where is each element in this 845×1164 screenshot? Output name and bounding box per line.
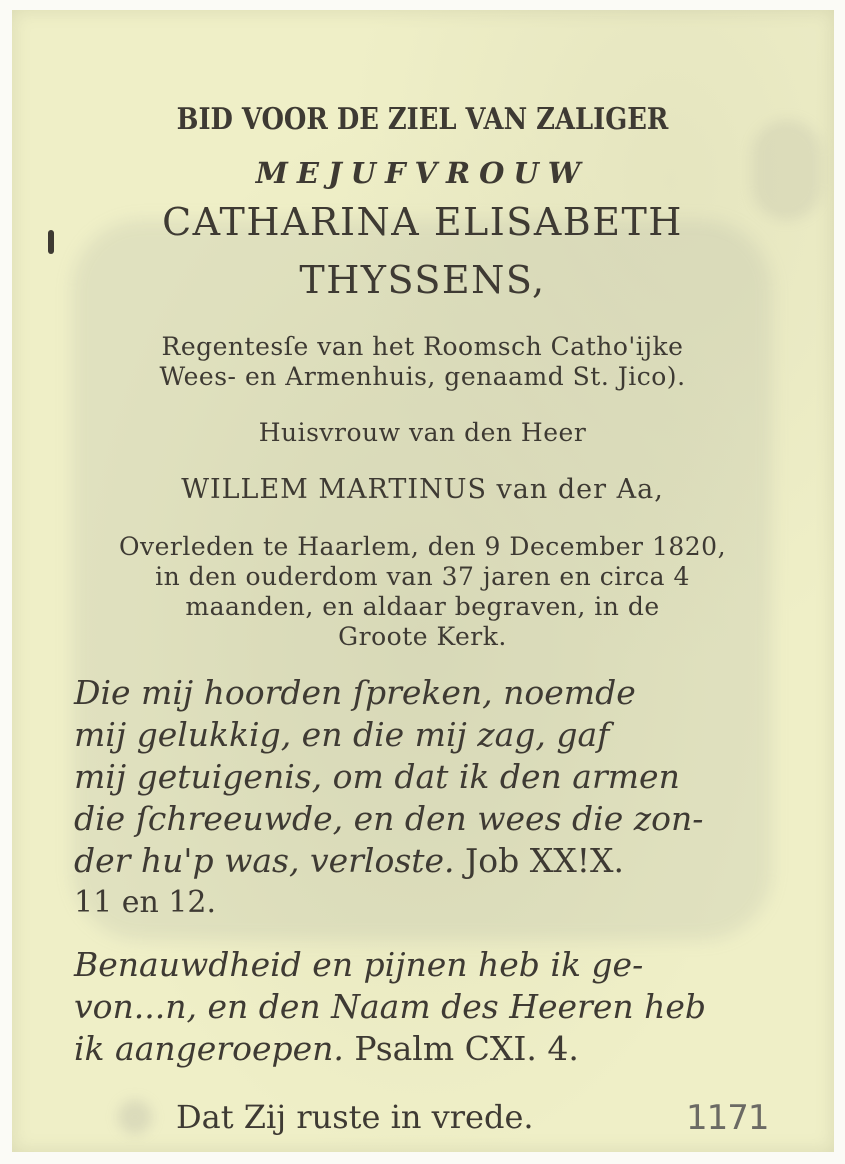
inventory-number: 1171 xyxy=(686,1098,769,1138)
deceased-name-line-1: CATHARINA ELISABETH xyxy=(162,200,683,244)
verse-2-reference: Psalm CXI. 4. xyxy=(354,1029,579,1068)
spouse-intro: Huisvrouw van den Heer xyxy=(258,418,587,447)
card-title: MEJUFVROUW xyxy=(255,156,590,190)
verse-1-line-5-text: der hu'p was, verloste. xyxy=(74,841,455,880)
spouse-name: WILLEM MARTINUS van der Aa, xyxy=(181,474,664,505)
verse-1-line-4: die ſchreeuwde, en den wees die zon- xyxy=(74,799,704,838)
verse-1-line-5 xyxy=(74,840,754,882)
closing-prayer: Dat Zij ruste in vrede. xyxy=(176,1098,534,1136)
card-heading: BID VOOR DE ZIEL VAN ZALIGER xyxy=(176,102,669,137)
verse-2-line-3 xyxy=(74,1028,754,1070)
deceased-name-line-2: THYSSENS, xyxy=(299,258,546,302)
paper-stain xyxy=(118,1100,152,1134)
verse-1-line-3: mij getuigenis, om dat ik den armen xyxy=(74,757,680,796)
death-line-3: maanden, en aldaar begraven, in de xyxy=(185,592,660,621)
role-line-2: Wees- en Armenhuis, genaamd St. Jico). xyxy=(159,362,686,391)
death-line-1: Overleden te Haarlem, den 9 December 1820, xyxy=(118,532,727,561)
verse-1-line-2: mij gelukkig, en die mij zag, gaf xyxy=(74,715,610,754)
verse-1-line-1: Die mij hoorden ſpreken, noemde xyxy=(74,673,636,712)
death-line-2: in den ouderdom van 37 jaren en circa 4 xyxy=(155,562,690,591)
verse-1-line-6: 11 en 12. xyxy=(74,885,217,920)
verse-2-line-3-text: ik aangeroepen. xyxy=(74,1029,344,1068)
verse-2-line-2: von...n, en den Naam des Heeren heb xyxy=(74,987,707,1026)
verse-2-line-1: Benauwdheid en pijnen heb ik ge- xyxy=(74,945,644,984)
verse-1-reference: Job XX!X. xyxy=(465,841,624,880)
role-line-1: Regentesſe van het Roomsch Catho'ijke xyxy=(161,332,684,361)
death-line-4: Groote Kerk. xyxy=(338,622,507,651)
